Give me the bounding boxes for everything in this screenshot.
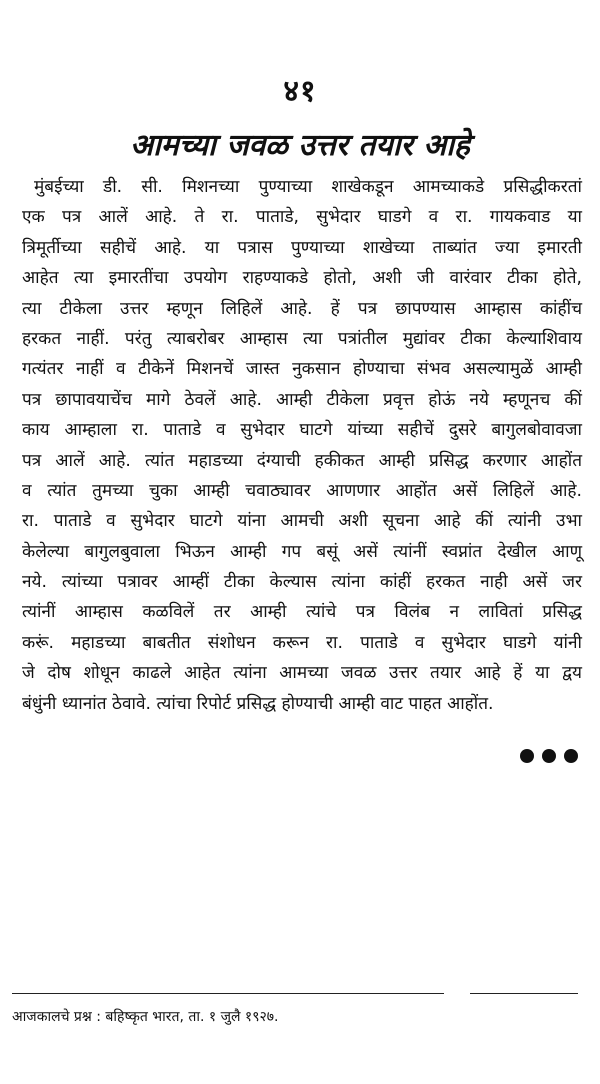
ornament-dot-icon	[564, 749, 578, 763]
footnote-divider	[12, 993, 444, 994]
article-body	[22, 172, 582, 719]
body-line: रा. पाताडे व सुभेदार घाटगे यांना आमची अशी सूचना आहे कीं त्यांनी उभा	[22, 511, 582, 532]
body-line: हरकत नाहीं. परंतु त्याबरोबर आम्हास त्या पत्रांतील मुद्यांवर टीका केल्याशिवाय	[22, 328, 582, 349]
body-line: नये. त्यांच्या पत्रावर आम्हीं टीका केल्यास त्यांना कांहीं हरकत नाही असें जर	[22, 572, 582, 593]
chapter-title: आमच्या जवळ उत्तर तयार आहे	[130, 128, 470, 163]
body-line: पत्र छापावयाचेंच मागे ठेवलें आहे. आम्ही टीकेला प्रवृत्त होऊं नये म्हणूनच कीं	[22, 389, 582, 410]
body-line: पत्र आलें आहे. त्यांत महाडच्या दंग्याची हकीकत आम्ही प्रसिद्ध करणार आहोंत	[22, 450, 582, 471]
footnote-source: आजकालचे प्रश्न : बहिष्कृत भारत, ता. १ जुलै १९२७.	[12, 1009, 279, 1025]
chapter-number: ४१	[283, 74, 317, 109]
body-line: व त्यांत तुमच्या चुका आम्ही चवाठ्यावर आणणार आहोंत असें लिहिलें आहे.	[22, 480, 582, 501]
ornament-dot-icon	[542, 749, 556, 763]
body-line: त्रिमूर्तीच्या सहीचें आहे. या पत्रास पुण्याच्या शाखेच्या ताब्यांत ज्या इमारती	[22, 237, 582, 258]
body-line: एक पत्र आलें आहे. ते रा. पाताडे, सुभेदार घाडगे व रा. गायकवाड या	[22, 207, 582, 228]
body-line: त्या टीकेला उत्तर म्हणून लिहिलें आहे. हें पत्र छापण्यास आम्हास कांहींच	[22, 298, 582, 319]
body-line: जे दोष शोधून काढले आहेत त्यांना आमच्या जवळ उत्तर तयार आहे हें या द्वय	[22, 663, 582, 684]
section-end-ornament	[518, 746, 582, 766]
body-line: करूं. महाडच्या बाबतीत संशोधन करून रा. पाताडे व सुभेदार घाडगे यांनी	[22, 632, 582, 653]
body-line: आहेत त्या इमारतींचा उपयोग राहण्याकडे होतो, अशी जी वारंवार टीका होते,	[22, 268, 582, 289]
body-line: काय आम्हाला रा. पाताडे व सुभेदार घाटगे यांच्या सहीचें दुसरे बागुलबोवावजा	[22, 420, 582, 441]
footnote-divider	[470, 993, 578, 994]
body-line: बंधुंनी ध्यानांत ठेवावे. त्यांचा रिपोर्ट प्रसिद्ध होण्याची आम्ही वाट पाहत आहोंत.	[22, 693, 494, 714]
ornament-dot-icon	[520, 749, 534, 763]
body-line: गत्यंतर नाहीं व टीकेनें मिशनचें जास्त नुकसान होण्याचा संभव असल्यामुळें आम्ही	[22, 359, 582, 380]
body-line: मुंबईच्या डी. सी. मिशनच्या पुण्याच्या शाखेकडून आमच्याकडे प्रसिद्धीकरतां	[34, 177, 582, 197]
body-line: केलेल्या बागुलबुवाला भिऊन आम्ही गप बसूं असें त्यांनीं स्वप्नांत देखील आणू	[22, 541, 582, 562]
body-line: त्यांनीं आम्हास कळविलें तर आम्ही त्यांचे पत्र विलंब न लावितां प्रसिद्ध	[22, 602, 582, 623]
